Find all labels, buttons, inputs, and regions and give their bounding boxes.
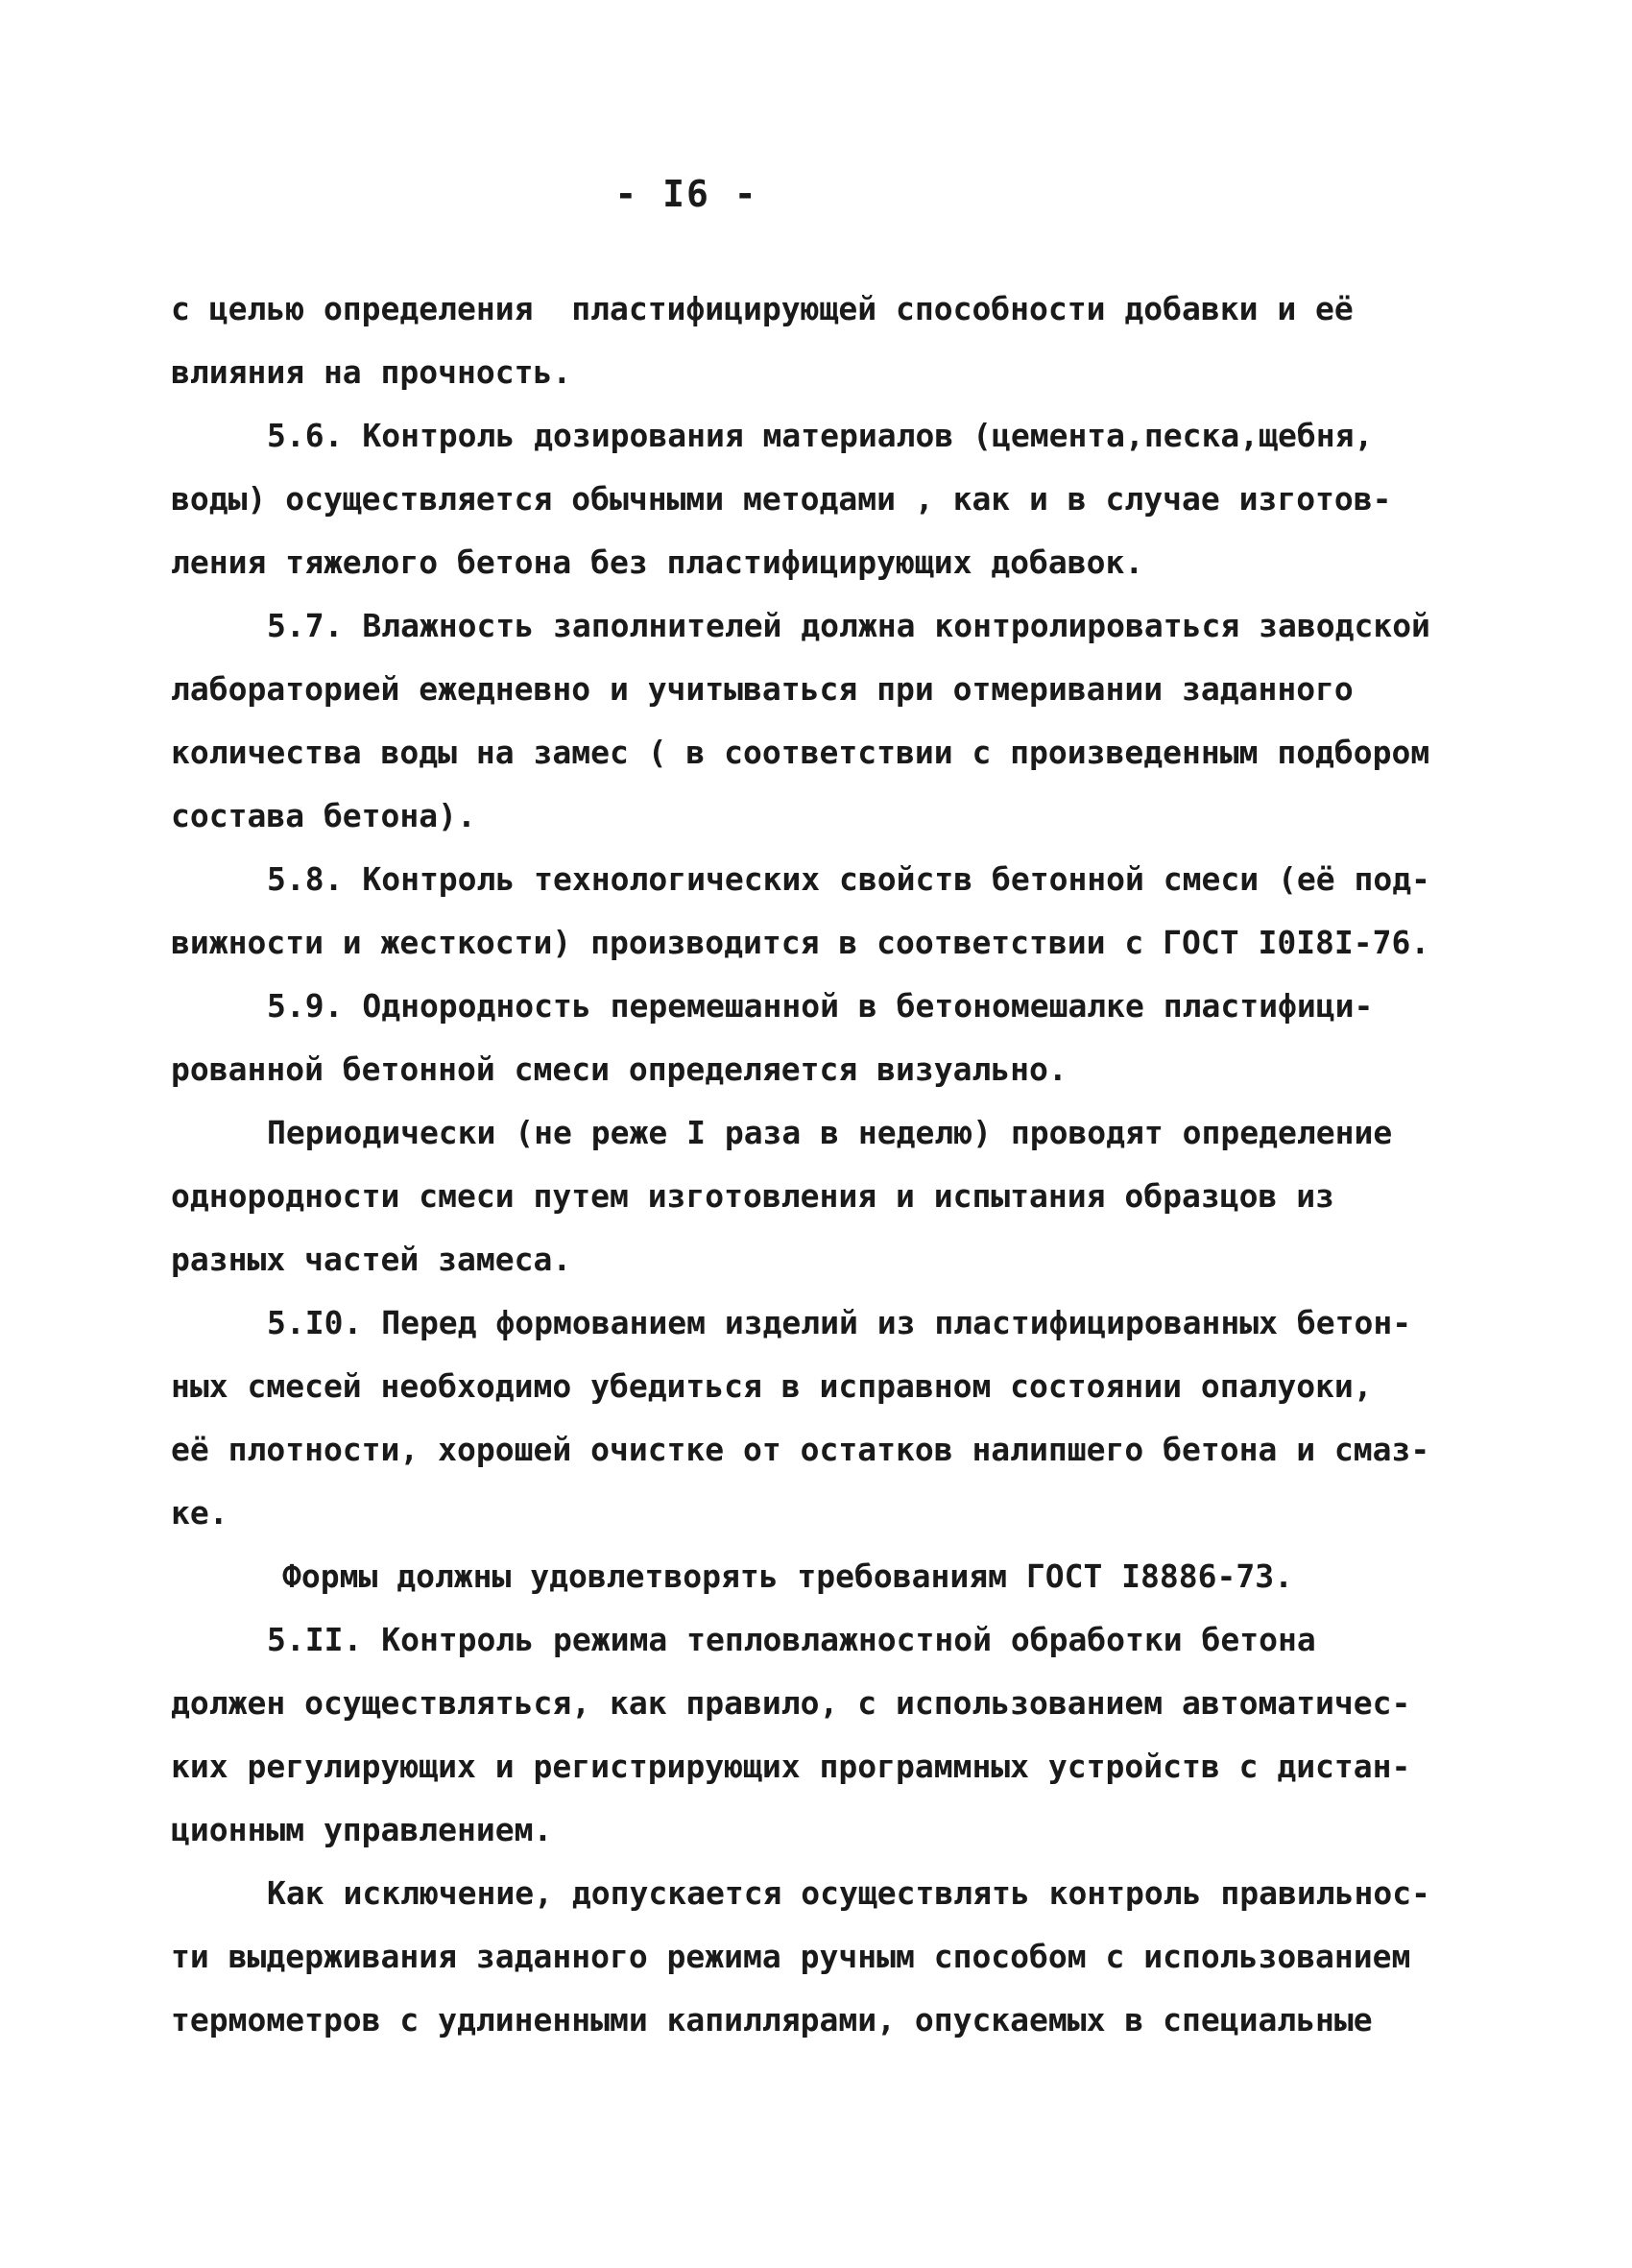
text-line: однородности смеси путем изготовления и испытания образцов из [171, 1177, 1334, 1215]
text-line: ке. [171, 1494, 228, 1532]
text-line: 5.II. Контроль режима тепловлажностной обработки бетона [267, 1621, 1316, 1658]
text-line: 5.7. Влажность заполнителей должна контролироваться заводской [267, 607, 1430, 644]
text-line: ления тяжелого бетона без пластифицирующих добавок. [171, 543, 1144, 581]
text-line: состава бетона). [171, 797, 476, 834]
text-line: 5.6. Контроль дозирования материалов (цемента,песка,щебня, [267, 417, 1374, 454]
page-number: - I6 - [614, 173, 758, 215]
text-line: влияния на прочность. [171, 353, 572, 391]
text-line: с целью определения пластифицирующей способности добавки и её [171, 290, 1354, 327]
text-line: термометров с удлиненными капиллярами, опускаемых в специальные [171, 2001, 1373, 2039]
text-line: количества воды на замес ( в соответствии с произведенным подбором [171, 734, 1430, 771]
text-line: должен осуществляться, как правило, с использованием автоматичес- [171, 1684, 1411, 1722]
text-line: вижности и жесткости) производится в соответствии с ГОСТ I0I8I-76. [171, 924, 1430, 961]
text-line: ти выдерживания заданного режима ручным способом с использованием [171, 1938, 1411, 1975]
text-line: Периодически (не реже I раза в неделю) проводят определение [267, 1114, 1393, 1151]
text-line: разных частей замеса. [171, 1241, 572, 1278]
text-line: её плотности, хорошей очистке от остатков налипшего бетона и смаз- [171, 1431, 1430, 1468]
text-line: ких регулирующих и регистрирующих программных устройств с дистан- [171, 1748, 1411, 1785]
text-line: 5.9. Однородность перемешанной в бетономешалке пластифици- [267, 987, 1374, 1025]
text-line: ных смесей необходимо убедиться в исправном состоянии опалуоки, [171, 1367, 1373, 1405]
text-line: 5.I0. Перед формованием изделий из пластифицированных бетон- [267, 1304, 1412, 1341]
text-line: воды) осуществляется обычными методами , как и в случае изготов- [171, 480, 1392, 518]
text-line: ционным управлением. [171, 1811, 553, 1848]
text-line: Как исключение, допускается осуществлять контроль правильнос- [267, 1874, 1430, 1912]
text-line: рованной бетонной смеси определяется визуально. [171, 1050, 1068, 1088]
text-line: 5.8. Контроль технологических свойств бетонной смеси (её под- [267, 860, 1430, 898]
text-line: Формы должны удовлетворять требованиям ГОСТ I8886-73. [282, 1557, 1293, 1595]
text-line: лабораторией ежедневно и учитываться при отмеривании заданного [171, 670, 1354, 708]
